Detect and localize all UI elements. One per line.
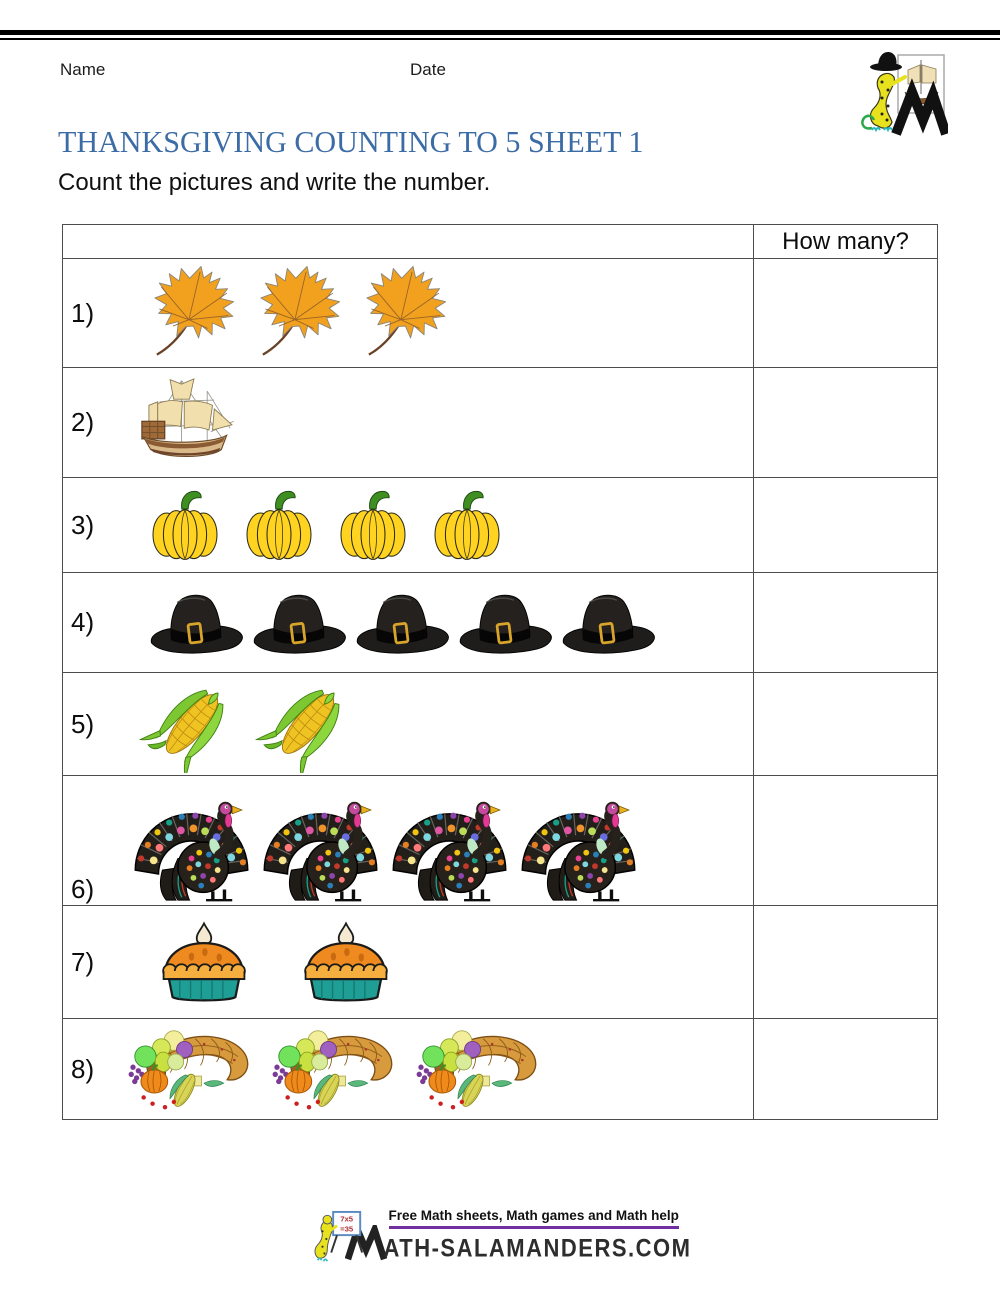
worksheet-row xyxy=(63,906,937,1019)
corn-cob-image xyxy=(135,675,249,773)
top-border-thin xyxy=(0,38,1000,40)
turkey-image xyxy=(385,777,514,905)
pumpkin-image xyxy=(333,483,413,567)
chalkboard-line2: =35 xyxy=(339,1224,353,1234)
row-number-label: 7) xyxy=(71,946,95,977)
row-pictures xyxy=(135,675,365,773)
answer-cell[interactable] xyxy=(753,776,937,905)
table-header-row xyxy=(63,225,937,259)
row-number-label: 5) xyxy=(71,708,95,739)
cornucopia-image xyxy=(407,1021,547,1117)
math-salamanders-logo-icon xyxy=(858,50,948,138)
row-pictures-cell xyxy=(63,478,753,572)
pumpkin-image xyxy=(427,483,507,567)
top-border-thick xyxy=(0,30,1000,35)
row-pictures-cell xyxy=(63,776,753,905)
answer-cell[interactable] xyxy=(753,259,937,367)
answer-cell[interactable] xyxy=(753,673,937,775)
row-pictures xyxy=(119,1021,547,1117)
pumpkin-image xyxy=(239,483,319,567)
header-spacer xyxy=(63,225,753,258)
how-many-header: How many? xyxy=(753,225,937,258)
answer-cell[interactable] xyxy=(753,1019,937,1119)
row-number-label: 1) xyxy=(71,297,95,328)
pilgrim-hat-image xyxy=(351,585,451,661)
maple-leaf-image xyxy=(249,262,349,364)
footer-tagline: Free Math sheets, Math games and Math help xyxy=(388,1208,679,1223)
row-pictures xyxy=(151,917,399,1007)
worksheet-table xyxy=(62,224,938,1120)
turkey-image xyxy=(514,777,643,905)
row-number-label: 8) xyxy=(71,1053,95,1084)
row-pictures-cell xyxy=(63,368,753,477)
turkey-image xyxy=(127,777,256,905)
pumpkin-pie-image xyxy=(151,917,257,1007)
maple-leaf-image xyxy=(143,262,243,364)
footer xyxy=(0,1208,1000,1268)
row-pictures-cell xyxy=(63,1019,753,1119)
footer-salamander-chalkboard-icon xyxy=(309,1210,365,1268)
row-pictures-cell xyxy=(63,259,753,367)
row-pictures xyxy=(143,262,455,364)
worksheet-row xyxy=(63,1019,937,1119)
instruction-text: Count the pictures and write the number. xyxy=(58,169,491,196)
cornucopia-image xyxy=(119,1021,259,1117)
worksheet-row xyxy=(63,368,937,478)
row-pictures-cell xyxy=(63,673,753,775)
row-pictures xyxy=(127,777,643,905)
worksheet-row xyxy=(63,259,937,368)
row-pictures xyxy=(133,373,239,473)
brand-text: ATH-SALAMANDERS.COM xyxy=(383,1234,692,1263)
answer-cell[interactable] xyxy=(753,573,937,672)
cornucopia-image xyxy=(263,1021,403,1117)
maple-leaf-image xyxy=(355,262,455,364)
mayflower-ship-image xyxy=(133,373,239,473)
row-number-label: 6) xyxy=(71,874,95,904)
row-pictures xyxy=(145,483,507,567)
worksheet-row xyxy=(63,776,937,906)
worksheet-row xyxy=(63,573,937,673)
worksheet-row xyxy=(63,673,937,776)
pilgrim-hat-image xyxy=(248,585,348,661)
row-number-label: 2) xyxy=(71,407,95,437)
name-label: Name xyxy=(60,60,106,79)
turkey-image xyxy=(256,777,385,905)
corn-cob-image xyxy=(251,675,365,773)
date-label: Date xyxy=(410,60,446,79)
worksheet-row xyxy=(63,478,937,573)
answer-cell[interactable] xyxy=(753,368,937,477)
worksheet-rows xyxy=(63,259,937,1119)
answer-cell[interactable] xyxy=(753,478,937,572)
row-number-label: 4) xyxy=(71,607,95,637)
row-pictures xyxy=(145,585,657,661)
chalkboard-line1: 7x5 xyxy=(339,1214,353,1224)
footer-brand[interactable] xyxy=(345,1225,692,1261)
pumpkin-image xyxy=(145,483,225,567)
row-number-label: 3) xyxy=(71,509,95,540)
pilgrim-hat-image xyxy=(454,585,554,661)
pumpkin-pie-image xyxy=(293,917,399,1007)
page-title: THANKSGIVING COUNTING TO 5 SHEET 1 xyxy=(58,124,644,159)
pilgrim-hat-image xyxy=(145,585,245,661)
pilgrim-hat-image xyxy=(557,585,657,661)
row-pictures-cell xyxy=(63,573,753,672)
answer-cell[interactable] xyxy=(753,906,937,1018)
row-pictures-cell xyxy=(63,906,753,1018)
